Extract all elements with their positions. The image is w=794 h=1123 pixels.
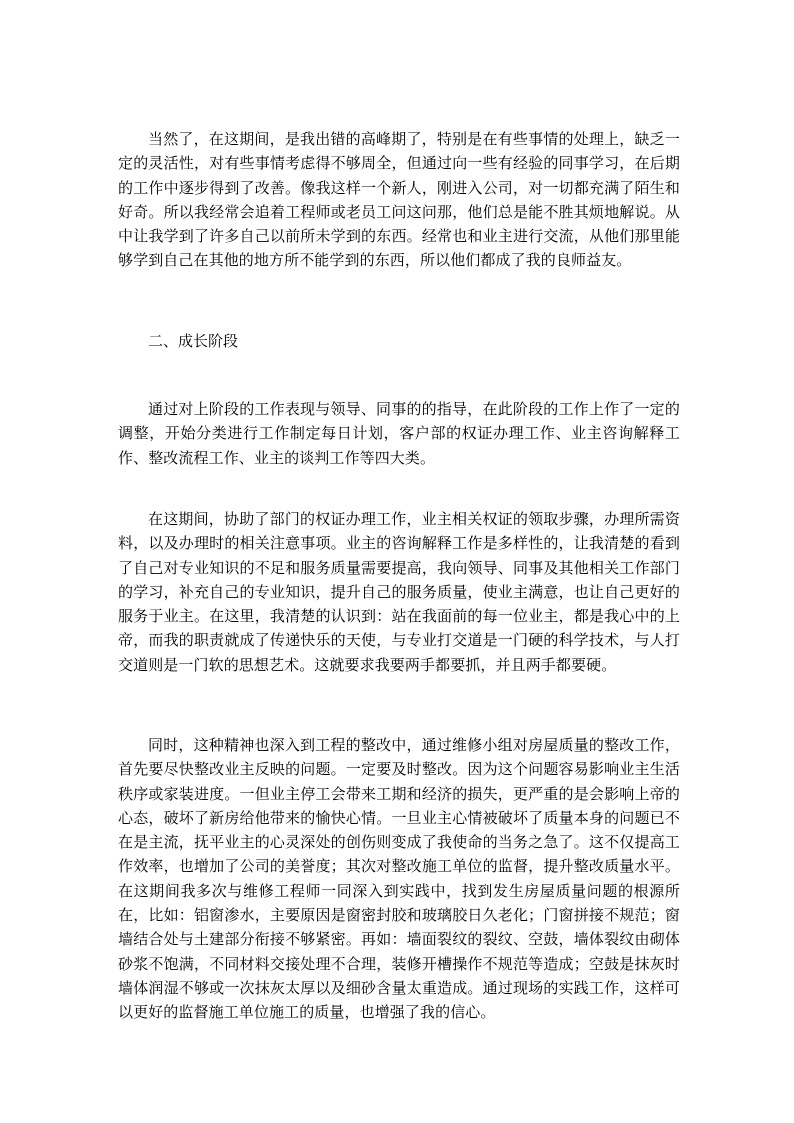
paragraph-rectification-work: 同时，这种精神也深入到工程的整改中，通过维修小组对房屋质量的整改工作，首先要尽快整改业主反映的问题。一定要及时整改。因为这个问题容易影响业主生活秩序或家装进度。一但业主停工会带来工期和经济的损失，更严重的是会影响上帝的心态，破坏了新房给他带来的愉快心情。一旦业主心情被破坏了质量本身的问题已不在是主流，抚平业主的心灵深处的创伤则变成了我使命的当务之急了。这不仅提高工作效率，也增加了公司的美誉度；其次对整改施工单位的监督，提升整改质量水平。在这期间我多次与维修工程师一同深入到实践中，找到发生房屋质量问题的根源所在，比如：铝窗渗水，主要原因是窗密封胶和玻璃胶日久老化；门窗拼接不规范；窗墙结合处与土建部分衔接不够紧密。再如：墙面裂纹的裂纹、空鼓，墙体裂纹由砌体砂浆不饱满，不同材料交接处理不合理，装修开槽操作不规范等造成；空鼓是抹灰时墙体润湿不够或一次抹灰太厚以及细砂含量太重造成。通过现场的实践工作，这样可以更好的监督施工单位施工的质量，也增强了我的信心。	[118, 736, 680, 1022]
section-heading-growth-stage: 二、成长阶段	[148, 332, 239, 350]
paragraph-certificate-handling: 在这期间，协助了部门的权证办理工作，业主相关权证的领取步骤，办理所需资料，以及办理时的相关注意事项。业主的咨询解释工作是多样性的，让我清楚的看到了自己对专业知识的不足和服务质量需要提高，我向领导、同事及其他相关工作部门的学习，补充自己的专业知识，提升自己的服务质量，使业主满意，也让自己更好的服务于业主。在这里，我清楚的认识到：站在我面前的每一位业主，都是我心中的上帝，而我的职责就成了传递快乐的天使，与专业打交道是一门硬的科学技术，与人打交道则是一门软的思想艺术。这就要求我要两手都要抓，并且两手都要硬。	[118, 510, 680, 674]
paragraph-mistakes-period: 当然了，在这期间，是我出错的高峰期了，特别是在有些事情的处理上，缺乏一定的灵活性，对有些事情考虑得不够周全，但通过向一些有经验的同事学习，在后期的工作中逐步得到了改善。像我这样一个新人，刚进入公司，对一切都充满了陌生和好奇。所以我经常会追着工程师或老员工问这问那，他们总是能不胜其烦地解说。从中让我学到了许多自己以前所未学到的东西。经常也和业主进行交流，从他们那里能够学到自己在其他的地方所不能学到的东西，所以他们都成了我的良师益友。	[118, 130, 680, 270]
paragraph-work-adjustment: 通过对上阶段的工作表现与领导、同事的的指导，在此阶段的工作上作了一定的调整，开始分类进行工作制定每日计划，客户部的权证办理工作、业主咨询解释工作、整改流程工作、业主的谈判工作等四大类。	[118, 400, 680, 467]
